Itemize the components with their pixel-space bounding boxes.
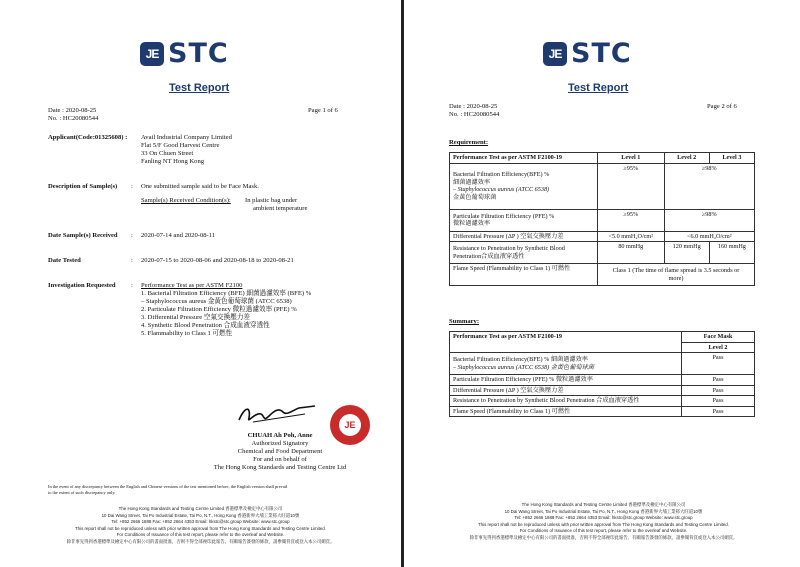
table-row: Resistance to Penetration by Synthetic Blood Penetration 合成血液穿透性 Pass [450, 396, 755, 407]
signatory-block: CHUAH Ah Poh, Anne Authorized Signatory Chemical and Food Department For and on behalf of The Hong Kong Standards and Testing Centre Ltd [213, 432, 347, 471]
page-number: Page 1 of 6 [308, 107, 338, 114]
report-page-1: JE STC Test Report Date : 2020-08-25 No. : HC20080544 Page 1 of 6 Applicant(Code:01325608) : Avail Industrial Company Limited Flat 5/F Good Harvest Centre 33 On Chuen Street Fanling NT Hong Kong Description of Sample(s) : One submitted sample said to be Face Mask. Sample(s) Received Condition(s): In plastic bag under ambient temperature Date Sample(s) Received : 2020-07-14 and 2020-08-11 Date Tested : 2020-07-15 to 2020-08-06 and 2020-08-18 to 2020-08-21 Investigation Requested : Performance Test as per ASTM F2100 1. Bacterial Filtration Efficiency (BFE) 細菌過濾效率 (BFE) % – Staphylococcus aureus 金黃色葡萄球菌 (ATCC 6538) 2. Particulate Filtration Efficiency 微粒過濾效率 (PFE) % 3. Differential Pressure 空氣交換壓力差 4. Synthetic Blood Penetration 合成血液穿透性 5. Flammability to Class 1 可燃性 JE CHUAH Ah Poh, Anne Authorized Signatory Chemical and Food Department For and on behalf of The Hong Kong Standards and Testing Centre Ltd In the event of any discrepancy between the English and Chinese versions of the test mentioned before, the English version shall prevail to the extent of such discrepancy only. The Hong Kong Standards and Testing Centre Limited 香港標準及檢定中心有限公司 10 Dai Wang Street, Tai Po Industrial Estate, Tai Po, N.T., Hong Kong 香港新界大埔工業邨大旺道10號 Tel: +852 2666 1888 Fax: +852 2664 4353 Email: hkstc@stc.group Website: www.stc.group This report shall not be reproduced unless with prior written approval from The Hong Kong Standards and Testing Centre Limited. For Conditions of Issuance of this test report, please refer to the overleaf and Website. 除非事先得到香港標準及檢定中心有限公司的書面批准，否則不得全部複印此報告。有關報告簽發的條款，請參閱背頁或登入本公司網頁。 [0, 0, 404, 567]
investigation-heading: Performance Test as per ASTM F2100 [141, 282, 243, 289]
table-header-row: Performance Test as per ASTM F2100-19 Face Mask [450, 332, 755, 343]
table-row: Flame Speed (Flammability to Class 1) 可燃性 Pass [450, 406, 755, 417]
description-value: One submitted sample said to be Face Mask. [141, 183, 259, 190]
investigation-item: 4. Synthetic Blood Penetration 合成血液穿透性 [141, 322, 270, 329]
report-number: No. : HC20080544 [48, 115, 99, 122]
requirement-table [449, 152, 755, 286]
investigation-item: – Staphylococcus aureus 金黃色葡萄球菌 (ATCC 6538) [141, 298, 292, 305]
report-title: Test Report [169, 82, 230, 94]
description-label: Description of Sample(s) [48, 183, 118, 190]
page-number: Page 2 of 6 [707, 103, 737, 110]
summary-heading: Summary: [449, 318, 480, 325]
summary-table [449, 331, 755, 417]
table-row: Resistance to Penetration by Synthetic Blood Penetration合成血液穿透性 80 mmHg 120 mmHg 160 mmHg [450, 242, 755, 264]
report-number: No. : HC20080544 [449, 111, 500, 118]
report-date: Date : 2020-08-25 [449, 103, 498, 110]
applicant-address: Avail Industrial Company Limited Flat 5/F Good Harvest Centre 33 On Chuen Street Fanling NT Hong Kong [141, 134, 232, 165]
table-row: Differential Pressure (ΔP ) 空氣交換壓力差 Pass [450, 385, 755, 396]
date-received-value: 2020-07-14 and 2020-08-11 [141, 232, 216, 239]
report-title: Test Report [568, 82, 629, 94]
page1-footer: The Hong Kong Standards and Testing Centre Limited 香港標準及檢定中心有限公司 10 Dai Wang Street, Tai Po Industrial Estate, Tai Po, N.T., Hong Kong 香港新界大埔工業邨大旺道10號 Tel: +852 2666 1888 Fax: +852 2664 4353 Email: hkstc@stc.group Website: www.stc.group This report shall not be reproduced unless with prior written approval from The Hong Kong Standards and Testing Centre Limited. For Conditions of Issuance of this test report, please refer to the overleaf and Website. 除非事先得到香港標準及檢定中心有限公司的書面批准，否則不得全部複印此報告。有關報告簽發的條款，請參閱背頁或登入本公司網頁。 [66, 506, 335, 544]
report-date: Date : 2020-08-25 [48, 107, 97, 114]
stc-logo-icon: JE [543, 42, 567, 66]
report-page-2 [407, 0, 800, 567]
stc-logo-icon: JE [140, 42, 164, 66]
page2-footer: The Hong Kong Standards and Testing Centre Limited 香港標準及檢定中心有限公司 10 Dai Wang Street, Tai Po Industrial Estate, Tai Po, N.T., Hong Kong 香港新界大埔工業邨大旺道10號 Tel: +852 2666 1888 Fax: +852 2664 4353 Email: hkstc@stc.group Website: www.stc.group This report shall not be reproduced unless with prior written approval from The Hong Kong Standards and Testing Centre Limited. For Conditions of Issuance of this test report, please refer to the overleaf and Website. 除非事先得到香港標準及檢定中心有限公司的書面批准，否則不得全部複印此報告。有關報告簽發的條款，請參閱背頁或登入本公司網頁。 [469, 502, 738, 540]
investigation-item: 3. Differential Pressure 空氣交換壓力差 [141, 314, 251, 321]
date-tested-value: 2020-07-15 to 2020-08-06 and 2020-08-18 to 2020-08-21 [141, 257, 294, 264]
investigation-item: 2. Particulate Filtration Efficiency 微粒過濾效率 (PFE) % [141, 306, 297, 313]
investigation-item: 1. Bacterial Filtration Efficiency (BFE) 細菌過濾效率 (BFE) % [141, 290, 312, 297]
table-row: Bacterial Filtration Efficiency(BFE) % 細菌過濾效率 – Staphylococcus aureus (ATCC 6538) 金黃色葡萄球菌 ≥95% ≥98% [450, 163, 755, 209]
table-row: Bacterial Filtration Efficiency(BFE) % 細菌過濾效率 – Staphylococcus aureus (ATCC 6538) 金黃色葡萄球菌 Pass [450, 353, 755, 375]
investigation-list [141, 282, 311, 338]
table-header-row: Performance Test as per ASTM F2100-19 Level 1 Level 2 Level 3 [450, 153, 755, 164]
table-header-row: Level 2 [450, 342, 755, 353]
applicant-label: Applicant(Code:01325608) : [48, 134, 128, 141]
investigation-item: 5. Flammability to Class 1 可燃性 [141, 330, 233, 337]
received-condition-value: In plastic bag under ambient temperature [245, 197, 308, 212]
stc-logo: JE STC [543, 38, 632, 69]
table-row: Particulate Filtration Efficiency (PFE) % 微粒過濾效率 Pass [450, 375, 755, 386]
table-row: Particulate Filtration Efficiency (PFE) % 微粒過濾效率 ≥95% ≥98% [450, 209, 755, 231]
date-received-label: Date Sample(s) Received [48, 232, 118, 239]
company-seal: JE [330, 405, 370, 445]
stc-logo: JE STC [140, 38, 229, 69]
requirement-heading: Requirement: [449, 139, 489, 146]
investigation-label: Investigation Requested [48, 282, 116, 289]
table-row: Flame Speed (Flammability to Class 1) 可燃性 Class 1 (The time of flame spread is 3.5 seconds or more) [450, 264, 755, 286]
signature-image [235, 398, 325, 428]
discrepancy-note: In the event of any discrepancy between the English and Chinese versions of the test mentioned before, the English version shall prevail to the extent of such discrepancy only. [48, 484, 288, 495]
received-condition-label: Sample(s) Received Condition(s): [141, 197, 231, 204]
table-row: Differential Pressure (ΔP ) 空氣交換壓力差 <5.0 mmH₂O/cm² <6.0 mmH₂O/cm² [450, 231, 755, 242]
date-tested-label: Date Tested [48, 257, 81, 264]
